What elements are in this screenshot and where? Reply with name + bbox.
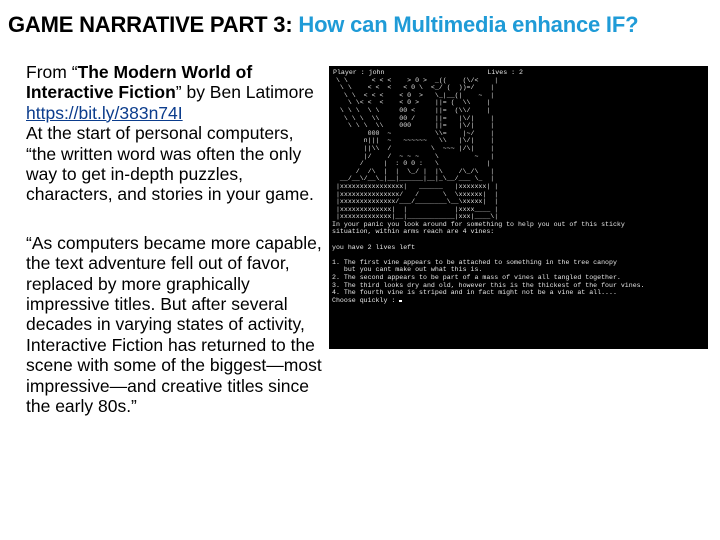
citation-intro: From “ [26, 62, 78, 82]
game-screenshot [329, 66, 708, 349]
book-title: The Modern World of Interactive Fiction [26, 62, 253, 103]
ascii-art: \ \ < < < > 0 > _(( (\/< | \ \ < < < < 0 \ <_/ ( ))=/ | \ \ < < < < 0 > \_|__(| ~ | \ \< < < < 0 > ||= ( \\ | \ \ \ \ \ 00 < ||= (\\/ | \ \ \ \\ 00 / ||= |\/| | \ \ \ \\ 000 ||= |\/| | 000 ~ \\= |~/ | n||| ~ ~~~~~~ \\ |\/| | ||\\ / \ ~~~ |/\| | |/ / ~ ~ ~ \ ~ | / | : 0 0 : \ | / /\ | | \_/ | |\ /\_/\ | __/__\/__\_|__|______|__|_\__/___ \_ | |xxxxxxxxxxxxxxxx| ______ |xxxxxxx| | |xxxxxxxxxxxxxxx/ / \ \xxxxxx| | |xxxxxxxxxxxxxx/___/________\__\xxxxx| | |xxxxxxxxxxxxx| | |xxxx____ | |xxxxxxxxxxxxx|__|____________|xxx|____\| [335, 76, 499, 221]
text-cursor [399, 300, 402, 302]
title-accent: How can Multimedia enhance IF? [298, 12, 639, 37]
vine-option-4: 4. The fourth vine is striped and in fact might not be a vine at all.... [332, 289, 617, 297]
choice-prompt: Choose quickly : [332, 296, 400, 304]
paragraph-intro: At the start of personal computers, “the written word was often the only way to get in-depth puzzles, characters, and stories in your game. [26, 123, 314, 205]
paragraph-quote: “As computers became more capable, the text adventure fell out of favor, replaced by more graphically impressive titles. But after several decades in varying states of activity, Interactive Fiction has returned to the scene with some of the biggest—most impressive—and creative titles since the early 80s.” [26, 232, 322, 417]
choice-prompt-row [332, 297, 705, 305]
narration-line-1: In your panic you look around for something to help you out of this sticky [332, 220, 625, 228]
narration-line-2: situation, within arms reach are 4 vines: [332, 228, 495, 236]
player-label: Player : john [333, 69, 385, 76]
lives-left-text: you have 2 lives left [332, 243, 416, 251]
body-text [26, 62, 324, 417]
vine-option-1-cont: but you cant make out what this is. [332, 266, 483, 274]
vine-option-1: 1. The first vine appears to be attached to something in the tree canopy [332, 258, 617, 266]
vine-option-3: 3. The third looks dry and old, however this is the thickest of the four vines. [332, 281, 645, 289]
source-link[interactable]: https://bit.ly/383n74I [26, 102, 183, 123]
citation-author: ” by Ben Latimore [175, 82, 314, 103]
vine-option-2: 2. The second appears to be part of a mass of vines all tangled together. [332, 274, 621, 282]
lives-label: Lives : 2 [487, 69, 523, 76]
source-citation [26, 62, 324, 103]
slide-title [8, 12, 718, 38]
title-prefix: GAME NARRATIVE PART 3: [8, 12, 299, 37]
game-header [333, 69, 523, 77]
